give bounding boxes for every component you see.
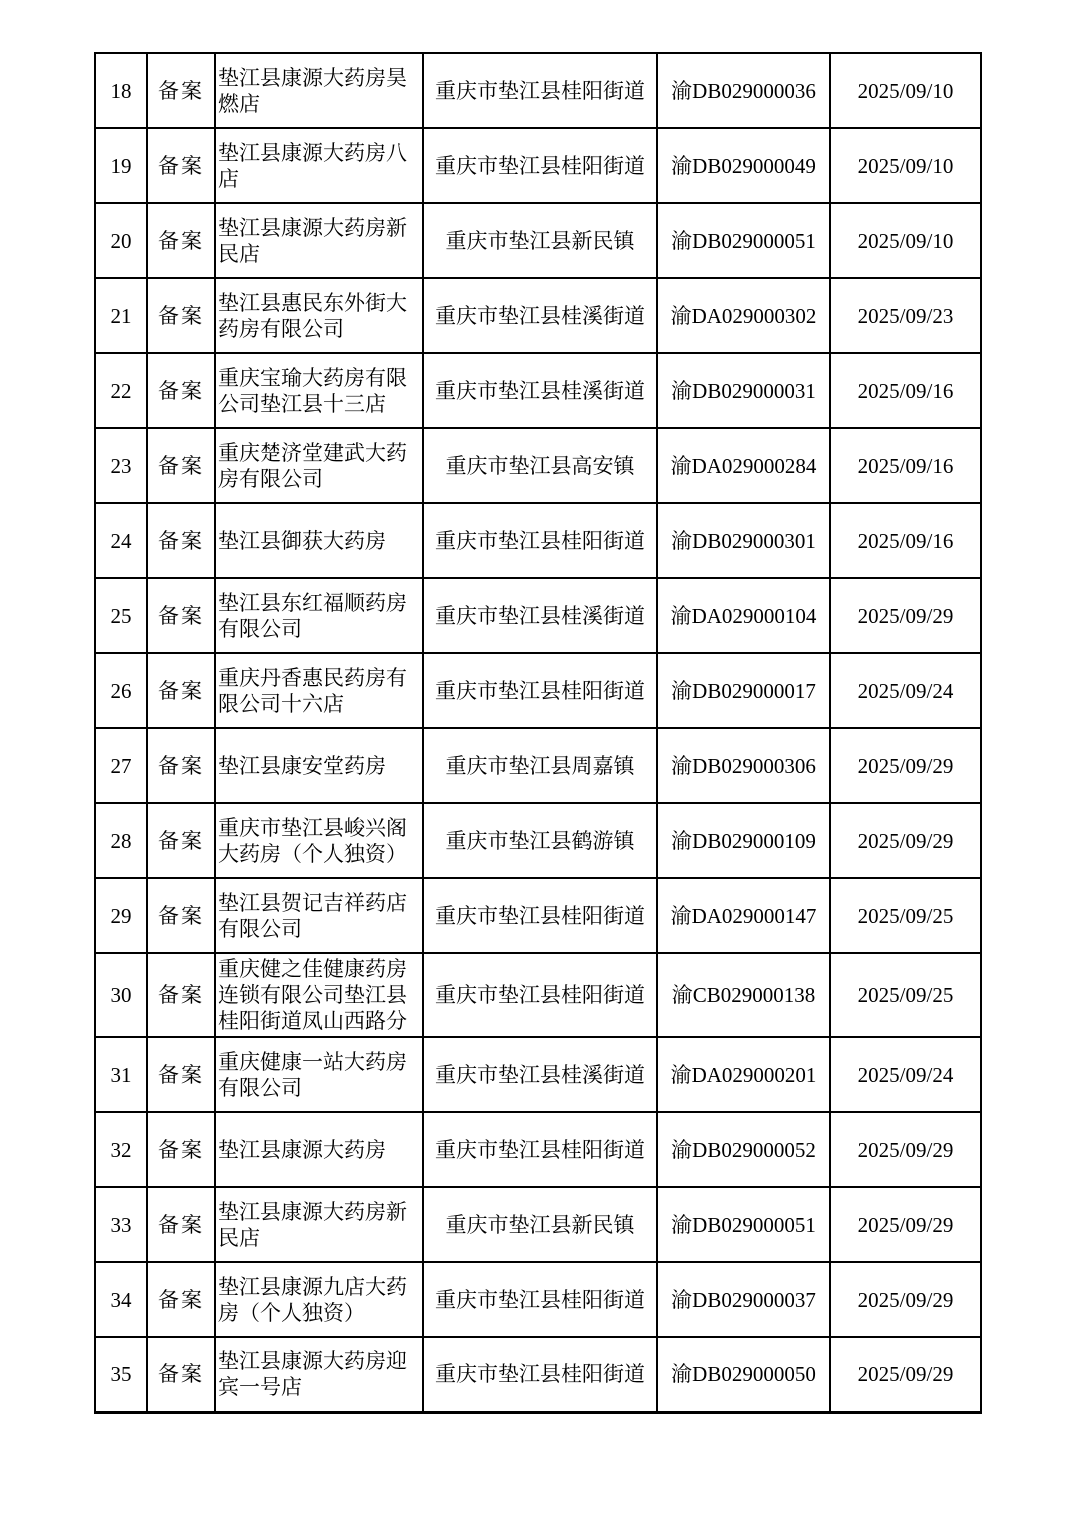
license-number-cell: 渝DB029000049 [657, 128, 830, 203]
filing-type-cell: 备案 [147, 1112, 215, 1187]
address-cell: 重庆市垫江县桂阳街道 [423, 1112, 657, 1187]
address-cell: 重庆市垫江县桂溪街道 [423, 278, 657, 353]
seq-cell: 24 [95, 503, 147, 578]
filing-type-cell: 备案 [147, 1187, 215, 1262]
seq-cell: 28 [95, 803, 147, 878]
address-cell: 重庆市垫江县桂阳街道 [423, 53, 657, 128]
pharmacy-name-cell: 垫江县惠民东外街大药房有限公司 [215, 278, 423, 353]
pharmacy-name-cell: 垫江县康源大药房八店 [215, 128, 423, 203]
filing-record-table-body [95, 53, 981, 1412]
filing-date-cell: 2025/09/10 [830, 128, 981, 203]
filing-date-cell: 2025/09/10 [830, 203, 981, 278]
filing-type-cell: 备案 [147, 353, 215, 428]
address-cell: 重庆市垫江县新民镇 [423, 1187, 657, 1262]
table-row [95, 503, 981, 578]
filing-date-cell: 2025/09/29 [830, 1337, 981, 1412]
address-cell: 重庆市垫江县桂溪街道 [423, 353, 657, 428]
table-row [95, 653, 981, 728]
license-number-cell: 渝DB029000051 [657, 1187, 830, 1262]
table-row [95, 353, 981, 428]
filing-type-cell: 备案 [147, 53, 215, 128]
seq-cell: 34 [95, 1262, 147, 1337]
filing-type-cell: 备案 [147, 803, 215, 878]
filing-type-cell: 备案 [147, 1037, 215, 1112]
filing-date-cell: 2025/09/29 [830, 1187, 981, 1262]
filing-type-cell: 备案 [147, 728, 215, 803]
table-row [95, 53, 981, 128]
filing-date-cell: 2025/09/16 [830, 503, 981, 578]
license-number-cell: 渝DA029000201 [657, 1037, 830, 1112]
table-row [95, 953, 981, 1037]
pharmacy-name-cell: 重庆丹香惠民药房有限公司十六店 [215, 653, 423, 728]
table-row [95, 1112, 981, 1187]
filing-type-cell: 备案 [147, 128, 215, 203]
filing-date-cell: 2025/09/10 [830, 53, 981, 128]
pharmacy-name-cell: 垫江县康源大药房新民店 [215, 203, 423, 278]
table-row [95, 578, 981, 653]
address-cell: 重庆市垫江县桂溪街道 [423, 1037, 657, 1112]
table-row [95, 878, 981, 953]
seq-cell: 22 [95, 353, 147, 428]
address-cell: 重庆市垫江县周嘉镇 [423, 728, 657, 803]
seq-cell: 21 [95, 278, 147, 353]
seq-cell: 30 [95, 953, 147, 1037]
seq-cell: 32 [95, 1112, 147, 1187]
filing-date-cell: 2025/09/25 [830, 953, 981, 1037]
filing-date-cell: 2025/09/29 [830, 728, 981, 803]
filing-type-cell: 备案 [147, 878, 215, 953]
license-number-cell: 渝DB029000306 [657, 728, 830, 803]
license-number-cell: 渝DB029000036 [657, 53, 830, 128]
pharmacy-name-cell: 垫江县康源大药房昊燃店 [215, 53, 423, 128]
table-row [95, 1262, 981, 1337]
table-row [95, 1187, 981, 1262]
address-cell: 重庆市垫江县桂阳街道 [423, 1337, 657, 1412]
filing-type-cell: 备案 [147, 428, 215, 503]
seq-cell: 23 [95, 428, 147, 503]
address-cell: 重庆市垫江县桂阳街道 [423, 878, 657, 953]
pharmacy-name-cell: 垫江县康源九店大药房（个人独资） [215, 1262, 423, 1337]
seq-cell: 33 [95, 1187, 147, 1262]
pharmacy-name-cell: 垫江县康安堂药房 [215, 728, 423, 803]
filing-date-cell: 2025/09/23 [830, 278, 981, 353]
license-number-cell: 渝DB029000301 [657, 503, 830, 578]
filing-date-cell: 2025/09/29 [830, 1112, 981, 1187]
license-number-cell: 渝DB029000017 [657, 653, 830, 728]
license-number-cell: 渝DB029000052 [657, 1112, 830, 1187]
table-row [95, 728, 981, 803]
address-cell: 重庆市垫江县桂阳街道 [423, 653, 657, 728]
pharmacy-name-cell: 垫江县东红福顺药房有限公司 [215, 578, 423, 653]
pharmacy-name-cell: 重庆健之佳健康药房连锁有限公司垫江县桂阳街道凤山西路分 [215, 953, 423, 1037]
filing-date-cell: 2025/09/16 [830, 353, 981, 428]
filing-type-cell: 备案 [147, 503, 215, 578]
seq-cell: 29 [95, 878, 147, 953]
filing-date-cell: 2025/09/24 [830, 1037, 981, 1112]
table-row [95, 1337, 981, 1412]
seq-cell: 20 [95, 203, 147, 278]
address-cell: 重庆市垫江县高安镇 [423, 428, 657, 503]
pharmacy-name-cell: 垫江县康源大药房迎宾一号店 [215, 1337, 423, 1412]
address-cell: 重庆市垫江县桂阳街道 [423, 503, 657, 578]
address-cell: 重庆市垫江县桂阳街道 [423, 1262, 657, 1337]
address-cell: 重庆市垫江县桂阳街道 [423, 128, 657, 203]
pharmacy-name-cell: 重庆健康一站大药房有限公司 [215, 1037, 423, 1112]
table-row [95, 803, 981, 878]
filing-type-cell: 备案 [147, 578, 215, 653]
license-number-cell: 渝DB029000037 [657, 1262, 830, 1337]
filing-date-cell: 2025/09/24 [830, 653, 981, 728]
seq-cell: 25 [95, 578, 147, 653]
license-number-cell: 渝CB029000138 [657, 953, 830, 1037]
filing-type-cell: 备案 [147, 1337, 215, 1412]
table-row [95, 203, 981, 278]
seq-cell: 26 [95, 653, 147, 728]
pharmacy-name-cell: 垫江县贺记吉祥药店有限公司 [215, 878, 423, 953]
filing-type-cell: 备案 [147, 653, 215, 728]
license-number-cell: 渝DA029000104 [657, 578, 830, 653]
table-row [95, 1037, 981, 1112]
address-cell: 重庆市垫江县新民镇 [423, 203, 657, 278]
table-row [95, 128, 981, 203]
license-number-cell: 渝DB029000109 [657, 803, 830, 878]
seq-cell: 27 [95, 728, 147, 803]
table-row [95, 428, 981, 503]
filing-date-cell: 2025/09/29 [830, 578, 981, 653]
filing-type-cell: 备案 [147, 278, 215, 353]
filing-date-cell: 2025/09/29 [830, 803, 981, 878]
pharmacy-name-cell: 重庆楚济堂建武大药房有限公司 [215, 428, 423, 503]
license-number-cell: 渝DB029000031 [657, 353, 830, 428]
pharmacy-name-cell: 垫江县康源大药房新民店 [215, 1187, 423, 1262]
pharmacy-name-cell: 垫江县御获大药房 [215, 503, 423, 578]
pharmacy-name-cell: 重庆市垫江县峻兴阁大药房（个人独资） [215, 803, 423, 878]
seq-cell: 18 [95, 53, 147, 128]
address-cell: 重庆市垫江县桂溪街道 [423, 578, 657, 653]
pharmacy-name-cell: 重庆宝瑜大药房有限公司垫江县十三店 [215, 353, 423, 428]
filing-date-cell: 2025/09/29 [830, 1262, 981, 1337]
seq-cell: 35 [95, 1337, 147, 1412]
filing-type-cell: 备案 [147, 953, 215, 1037]
filing-date-cell: 2025/09/16 [830, 428, 981, 503]
seq-cell: 19 [95, 128, 147, 203]
filing-date-cell: 2025/09/25 [830, 878, 981, 953]
license-number-cell: 渝DB029000051 [657, 203, 830, 278]
pharmacy-name-cell: 垫江县康源大药房 [215, 1112, 423, 1187]
table-row [95, 278, 981, 353]
filing-type-cell: 备案 [147, 203, 215, 278]
license-number-cell: 渝DA029000284 [657, 428, 830, 503]
seq-cell: 31 [95, 1037, 147, 1112]
license-number-cell: 渝DB029000050 [657, 1337, 830, 1412]
address-cell: 重庆市垫江县桂阳街道 [423, 953, 657, 1037]
license-number-cell: 渝DA029000302 [657, 278, 830, 353]
address-cell: 重庆市垫江县鹤游镇 [423, 803, 657, 878]
license-number-cell: 渝DA029000147 [657, 878, 830, 953]
filing-record-table [94, 52, 982, 1414]
filing-type-cell: 备案 [147, 1262, 215, 1337]
